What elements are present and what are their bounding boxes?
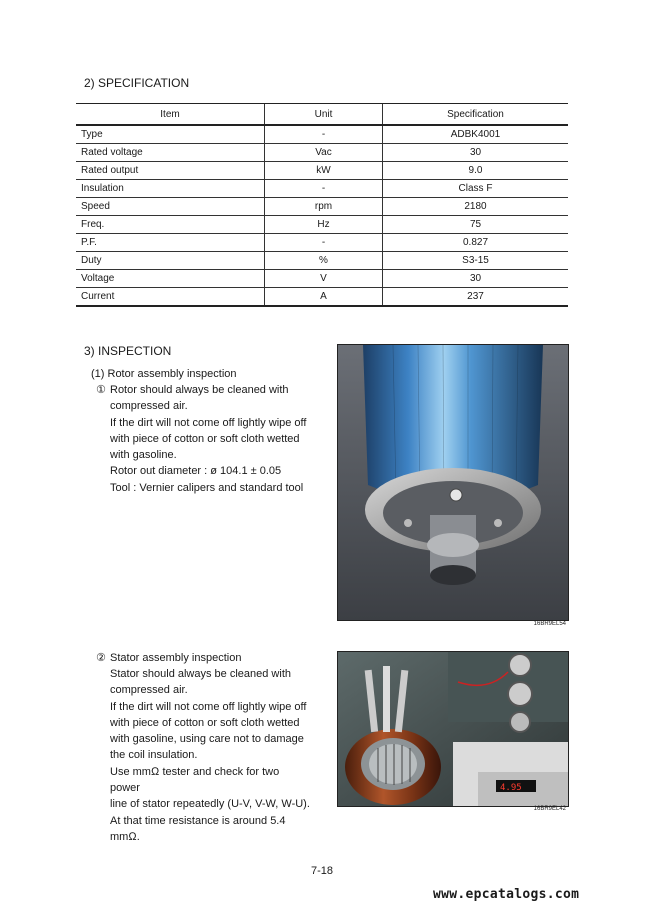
- rotor-text: [110, 382, 325, 496]
- cell-unit: -: [265, 125, 383, 144]
- rotor-photo: [337, 344, 569, 621]
- cell-item: Speed: [76, 198, 265, 216]
- table-row: [76, 288, 568, 307]
- table-row: [76, 216, 568, 234]
- rotor-line: compressed air.: [110, 400, 188, 413]
- table-row: [76, 270, 568, 288]
- cell-spec: 237: [383, 288, 569, 307]
- cell-unit: %: [265, 252, 383, 270]
- cell-spec: 30: [383, 270, 569, 288]
- rotor-line: Rotor out diameter : ø 104.1 ± 0.05: [110, 465, 282, 478]
- stator-heading: Stator assembly inspection: [110, 652, 242, 664]
- watermark: www.epcatalogs.com: [433, 887, 580, 902]
- stator-line: Use mmΩ tester and check for two power: [110, 765, 280, 795]
- cell-unit: Hz: [265, 216, 383, 234]
- stator-illustration: [338, 652, 568, 806]
- stator-line: mmΩ.: [110, 830, 140, 843]
- rotor-line: with piece of cotton or soft cloth wetted: [110, 432, 300, 445]
- cell-item: Insulation: [76, 180, 265, 198]
- stator-line: If the dirt will not come off lightly wipe off: [110, 700, 307, 713]
- rotor-illustration: [338, 345, 568, 620]
- rotor-line: with gasoline.: [110, 449, 177, 462]
- cell-unit: rpm: [265, 198, 383, 216]
- stator-line: line of stator repeatedly (U-V, V-W, W-U).: [110, 798, 310, 811]
- cell-item: Rated voltage: [76, 144, 265, 162]
- cell-unit: Vac: [265, 144, 383, 162]
- rotor-line: If the dirt will not come off lightly wipe off: [110, 416, 307, 429]
- table-row: [76, 162, 568, 180]
- table-row: [76, 180, 568, 198]
- stator-photo: [337, 651, 569, 807]
- meter-reading: 4.95: [500, 783, 522, 793]
- stator-text: [110, 666, 310, 845]
- cell-spec: ADBK4001: [383, 125, 569, 144]
- rotor-photo-caption: 16BR9EL54: [533, 621, 566, 627]
- cell-spec: 0.827: [383, 234, 569, 252]
- inspection-section-title: 3) INSPECTION: [84, 344, 172, 358]
- stator-line: compressed air.: [110, 684, 188, 697]
- cell-item: Type: [76, 125, 265, 144]
- cell-unit: V: [265, 270, 383, 288]
- stator-line: the coil insulation.: [110, 749, 198, 762]
- table-row: [76, 125, 568, 144]
- page-number: 7-18: [310, 865, 334, 877]
- table-row: [76, 234, 568, 252]
- cell-item: Rated output: [76, 162, 265, 180]
- stator-line: At that time resistance is around 5.4: [110, 814, 286, 827]
- spec-table-header-row: [76, 104, 568, 126]
- rotor-heading: (1) Rotor assembly inspection: [91, 368, 237, 380]
- header-specification: Specification: [383, 104, 569, 126]
- cell-unit: -: [265, 180, 383, 198]
- rotor-line: Tool : Vernier calipers and standard tool: [110, 481, 304, 494]
- cell-spec: 30: [383, 144, 569, 162]
- rotor-item-marker: ①: [96, 384, 106, 396]
- stator-photo-caption: 16BR9EL42: [533, 806, 566, 812]
- cell-spec: 9.0: [383, 162, 569, 180]
- table-row: [76, 252, 568, 270]
- cell-item: P.F.: [76, 234, 265, 252]
- stator-line: with piece of cotton or soft cloth wetted: [110, 716, 300, 729]
- cell-item: Voltage: [76, 270, 265, 288]
- stator-item-marker: ②: [96, 652, 106, 664]
- cell-unit: kW: [265, 162, 383, 180]
- cell-item: Duty: [76, 252, 265, 270]
- header-unit: Unit: [265, 104, 383, 126]
- rotor-line: Rotor should always be cleaned with: [110, 384, 289, 396]
- cell-spec: 75: [383, 216, 569, 234]
- header-item: Item: [76, 104, 265, 126]
- spec-table: [76, 103, 568, 307]
- table-row: [76, 144, 568, 162]
- spec-section-title: 2) SPECIFICATION: [84, 76, 190, 90]
- cell-item: Current: [76, 288, 265, 307]
- cell-item: Freq.: [76, 216, 265, 234]
- cell-spec: Class F: [383, 180, 569, 198]
- cell-unit: A: [265, 288, 383, 307]
- table-row: [76, 198, 568, 216]
- stator-line: with gasoline, using care not to damage: [110, 733, 304, 746]
- cell-spec: 2180: [383, 198, 569, 216]
- stator-line: Stator should always be cleaned with: [110, 668, 291, 680]
- cell-spec: S3-15: [383, 252, 569, 270]
- cell-unit: -: [265, 234, 383, 252]
